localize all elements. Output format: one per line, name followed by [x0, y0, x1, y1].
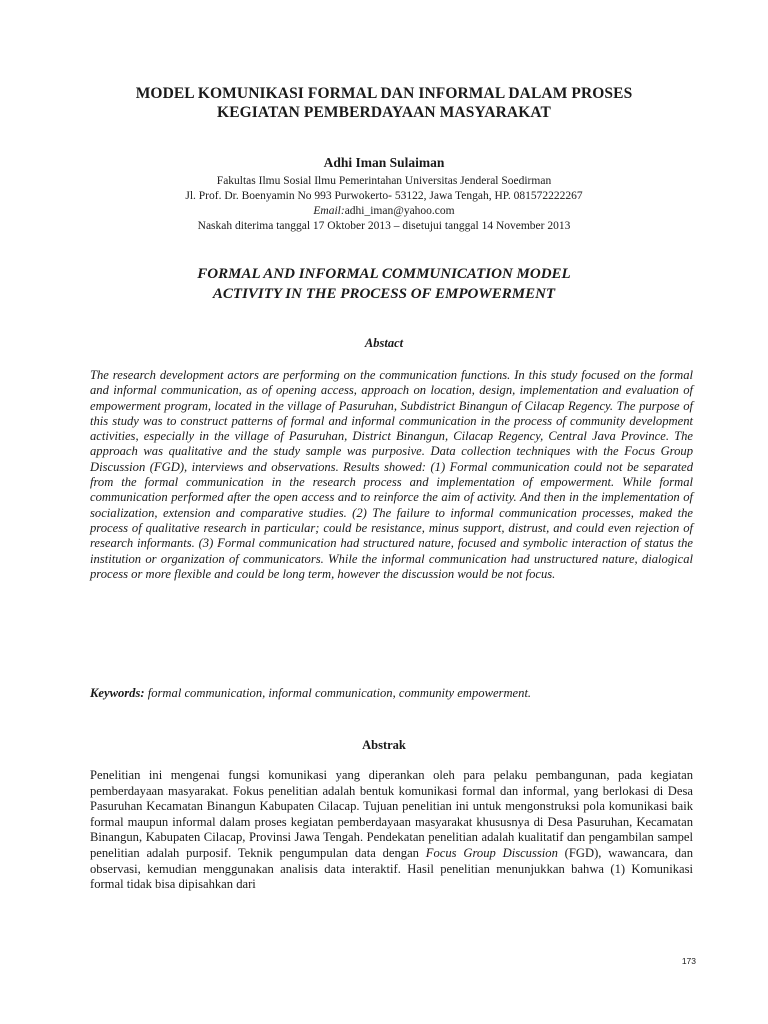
paper-title-line2: KEGIATAN PEMBERDAYAAN MASYARAKAT	[217, 104, 551, 121]
english-title-line1: FORMAL AND INFORMAL COMMUNICATION MODEL	[197, 266, 571, 282]
email-label: Email:	[313, 205, 345, 217]
keywords-line	[90, 686, 693, 701]
keywords-text: formal communication, informal communication, community empowerment.	[144, 686, 532, 700]
abstrak-heading: Abstrak	[362, 738, 406, 752]
english-title	[60, 264, 708, 304]
paper-title-line1: MODEL KOMUNIKASI FORMAL DAN INFORMAL DALAM PROSES	[135, 85, 633, 102]
author-email: adhi_iman@yahoo.com	[344, 205, 455, 217]
submission-dates: Naskah diterima tanggal 17 Oktober 2013 – disetujui tanggal 14 November 2013	[197, 220, 571, 232]
abstrak-text-part2: (FGD), wawancara, dan observasi, kemudian menggunakan analisis data interaktif. Hasil penelitian menunjukkan bahwa (1) Komunikasi formal tidak bisa dipisahkan dari	[90, 845, 693, 892]
abstrak-text	[90, 768, 693, 893]
keywords-label: Keywords:	[90, 686, 145, 700]
author-address: Jl. Prof. Dr. Boenyamin No 993 Purwokerto- 53122, Jawa Tengah, HP. 081572222267	[185, 190, 583, 202]
page-number: 173	[681, 956, 696, 966]
abstract-heading: Abstact	[364, 336, 404, 350]
author-email-line	[60, 204, 708, 219]
author-affiliation: Fakultas Ilmu Sosial Ilmu Pemerintahan Universitas Jenderal Soedirman	[216, 175, 552, 187]
author-affiliation-block	[60, 174, 708, 234]
paper-title	[60, 84, 708, 122]
abstract-text: The research development actors are performing on the communication functions. In this study focused on the formal and informal communication, as of opening access, approach on location, design, implementation and evaluation of empowerment program, located in the village of Pasuruhan, Subdistrict Binangun of Cilacap Regency. The purpose of this study was to construct patterns of formal and informal communication in the process of community development activities, especially in the village of Pasuruhan, District Binangun, Cilacap Regency, Central Java Province. The approach was qualitative and the study sample was purposive. Data collection techniques with the Focus Group Discussion (FGD), interviews and observations. Results showed: (1) Formal communication could not be separated from the formal communication in the research process and implementation of empowerment. While formal communication performed after the open access and to reinforce the aim of activity. And then in the implementation of socialization, extension and comparative studies. (2) The failure to informal communication processes, maked the process of qualitative research in particular; could be resistance, minus support, distrust, and could even rejection of research informants. (3) Formal communication had structured nature, focused and symbolic interaction of status the institution or organization of communicators. While the informal communication had unstructured nature, dialogical process or more flexible and could be long term, however the discussion would be not focus.	[90, 368, 693, 581]
english-title-line2: ACTIVITY IN THE PROCESS OF EMPOWERMENT	[212, 286, 556, 302]
author-name: Adhi Iman Sulaiman	[323, 155, 445, 170]
abstrak-text-part1: Penelitian ini mengenai fungsi komunikasi yang diperankan oleh para pelaku pembangunan, pada kegiatan pemberdayaan masyarakat. Fokus penelitian adalah bentuk komunikasi formal dan informal, yang berlokasi di Desa Pasuruhan Kecamatan Binangun Kabupaten Cilacap. Tujuan penelitian ini untuk mengonstruksi pola komunikasi baik formal maupun informal dalam proses kegiatan pemberdayaan masyarakat khususnya di Desa Pasuruhan, Kecamatan Binangun, Kabupaten Cilacap, Provinsi Jawa Tengah. Pendekatan penelitian adalah kualitatif dan pengambilan sampel penelitian adalah purposif. Teknik pengumpulan data dengan	[90, 768, 693, 860]
abstrak-text-italic: Focus Group Discussion	[425, 845, 558, 860]
